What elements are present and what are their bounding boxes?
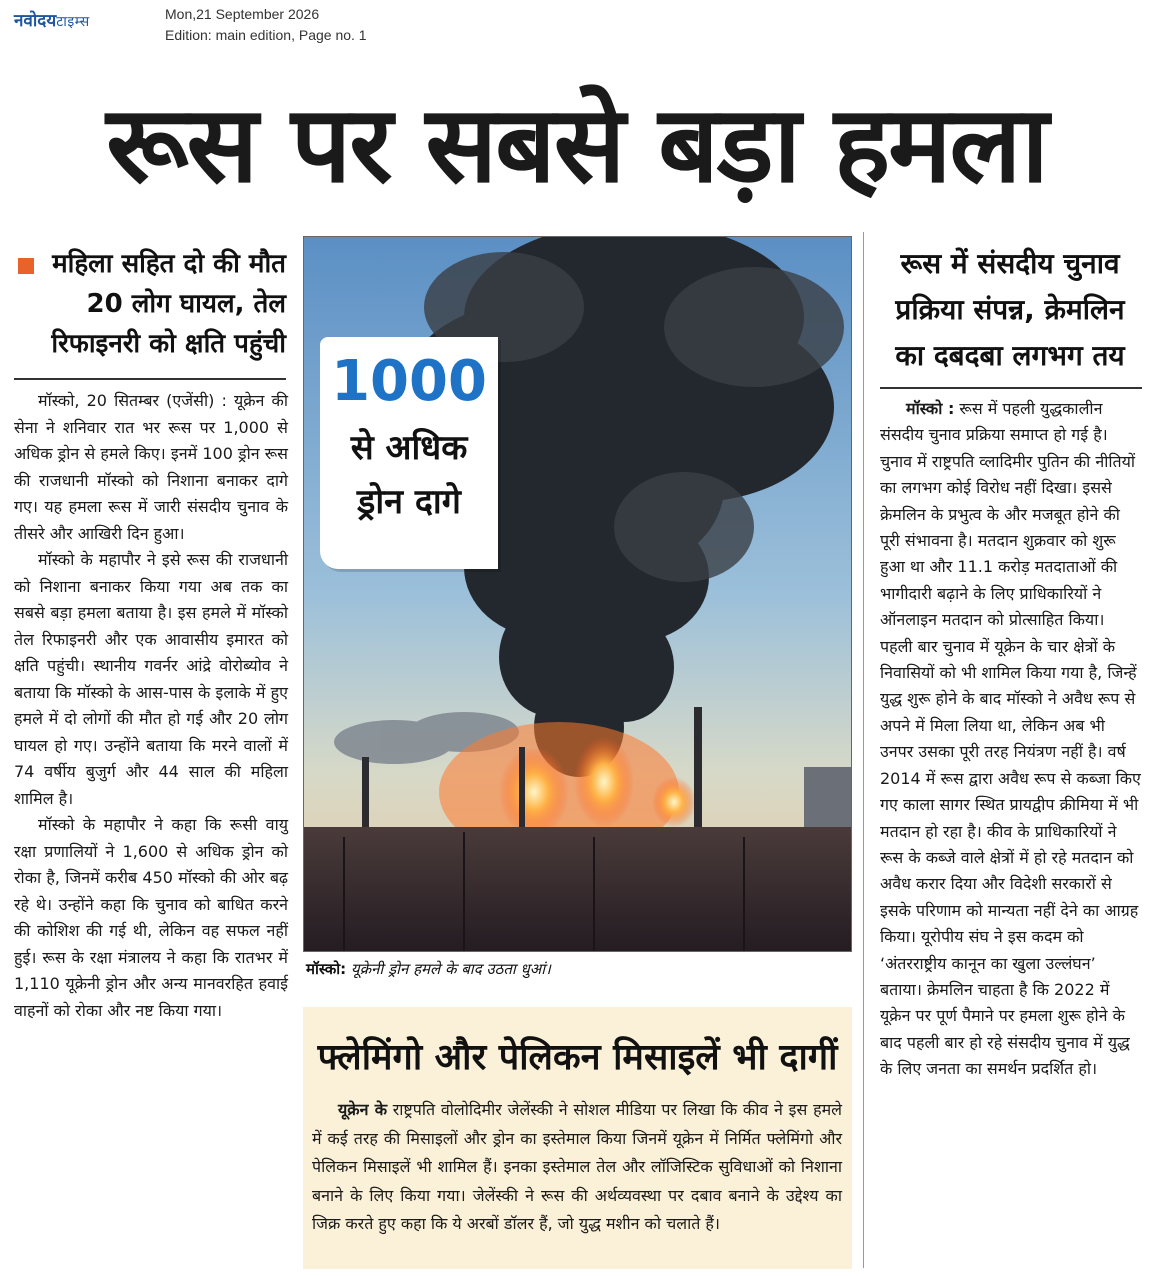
logo-main: नवोदय (14, 11, 57, 31)
paragraph-text: रूस में पहली युद्धकालीन संसदीय चुनाव प्रक्रिया समाप्त हो गई है। चुनाव में राष्ट्रपति व्लादिमीर पुतिन की नीतियों का लगभग कोई विरोध नहीं दिखा। इससे क्रेमलिन के प्रभुत्व के और मजबूत होने की पूरी संभावना है। मतदान शुक्रवार को शुरू हुआ था और 11.1 करोड़ मतदाताओं की भागीदारी बढ़ाने के लिए प्राधिकारियों ने ऑनलाइन मतदान को प्रोत्साहित किया। पहली बार चुनाव में यूक्रेन के चार क्षेत्रों के निवासियों को भी शामिल किया गया है, जिन्हें युद्ध शुरू होने के बाद मॉस्को ने अवैध रूप से अपने में मिला लिया था, लेकिन अब भी उनपर उसका पूरी तरह नियंत्रण नहीं है। वर्ष 2014 में रूस द्वारा अवैध रूप से कब्जा किए गए काला सागर स्थित प्रायद्वीप क्रीमिया में भी मतदान हो रहा है। कीव के प्राधिकारियों ने रूस के कब्जे वाले क्षेत्रों में हो रहे मतदान को अवैध करार दिया और विदेशी सरकारों से इसके परिणाम को मान्यता नहीं देने का आग्रह किया। यूरोपीय संघ ने इस कदम को ‘अंतरराष्ट्रीय कानून का खुला उल्लंघन’ बताया। क्रेमलिन चाहता है कि 2022 में यूक्रेन पर पूर्ण पैमाने पर हमला शुरू होने के बाद पहली बार हो रहे संसदीय चुनाव में युद्ध के लिए जनता का समर्थन प्रदर्शित हो। (880, 399, 1141, 1079)
divider (880, 387, 1142, 389)
paragraph-text: राष्ट्रपति वोलोदिमीर जेलेंस्की ने सोशल मीडिया पर लिखा कि कीव ने इस हमले में कई तरह की मिसाइलों और ड्रोन का इस्तेमाल किया जिनमें यूक्रेन में निर्मित फ्लेमिंगो और पेलिकन मिसाइलें भी शामिल हैं। इनका इस्तेमाल तेल और लॉजिस्टिक सुविधाओं को निशाना बनाने के लिए किया गया। जेलेंस्की ने रूस की अर्थव्यवस्था पर दबाव बनाने के उद्देश्य का जिक्र करते हुए कहा कि ये अरबों डॉलर हैं, जो युद्ध मशीन को चलाते हैं। (312, 1100, 842, 1233)
left-story-body (14, 388, 288, 1024)
paragraph: मॉस्को, 20 सितम्बर (एजेंसी) : यूक्रेन की सेना ने शनिवार रात भर रूस पर 1,000 से अधिक ड्रोन से हमले किए। इनमें 100 ड्रोन रूस की राजधानी मॉस्को को निशाना बनाकर दागे गए। यह हमला रूस में जारी संसदीय चुनाव के तीसरे और आखिरी दिन हुआ। (14, 391, 288, 543)
paragraph: मॉस्को के महापौर ने इसे रूस की राजधानी को निशाना बनाकर किया गया अब तक का सबसे बड़ा हमला बताया है। इस हमले में मॉस्को तेल रिफाइनरी और एक आवासीय इमारत को क्षति पहुंची। स्थानीय गवर्नर आंद्रे वोरोब्योव ने बताया कि मॉस्को के आस-पास के इलाके में हुए हमले में दो लोगों की मौत हो गई और 20 लोग घायल हो गए। उन्होंने बताया कि मरने वालों में 74 वर्षीय बुजुर्ग और 44 साल की महिला शामिल है। (14, 550, 288, 808)
lead-words: मॉस्को : (906, 399, 955, 418)
logo-sub: टाइम्स (56, 14, 90, 30)
lead-words: यूक्रेन के (338, 1100, 387, 1119)
headline-line: का दबदबा लगभग तय (895, 339, 1125, 372)
caption-place: मॉस्को: (306, 960, 347, 978)
issue-date: Mon,21 September 2026 (165, 6, 320, 22)
boxed-story-body (312, 1096, 842, 1239)
paragraph (312, 1096, 842, 1239)
headline-line: रूस में संसदीय चुनाव (900, 247, 1120, 280)
left-subhead (14, 244, 286, 364)
boxed-story-headline: फ्लेमिंगो और पेलिकन मिसाइलें भी दागीं (317, 1037, 838, 1078)
drone-count-callout (320, 337, 498, 569)
column-divider (863, 232, 864, 1268)
callout-line: ड्रोन दागे (357, 482, 461, 522)
headline-line: प्रक्रिया संपन्न, क्रेमलिन (895, 293, 1125, 326)
paragraph (880, 396, 1142, 1083)
right-story-body (880, 396, 1142, 1083)
newspaper-logo (14, 8, 90, 31)
right-story-headline (876, 241, 1144, 379)
subhead-line: महिला सहित दो की मौत (52, 249, 286, 279)
divider (14, 378, 286, 380)
edition-info: Edition: main edition, Page no. 1 (165, 27, 367, 43)
callout-line: से अधिक (350, 428, 468, 468)
orange-bullet-icon (18, 258, 34, 274)
main-headline: रूस पर सबसे बड़ा हमला (106, 83, 1047, 206)
subhead-line: 20 लोग घायल, तेल (86, 289, 286, 319)
photo-caption (306, 956, 852, 982)
masthead (0, 0, 1153, 52)
callout-number: 1000 (331, 349, 487, 414)
caption-text: यूक्रेनी ड्रोन हमले के बाद उठता धुआं। (346, 960, 551, 978)
paragraph: मॉस्को के महापौर ने कहा कि रूसी वायु रक्षा प्रणालियों ने 1,600 से अधिक ड्रोन को रोका है, जिनमें करीब 450 मॉस्को की ओर बढ़ रहे थे। उन्होंने कहा कि चुनाव को बाधित करने की कोशिश की गई थी, लेकिन वह सफल नहीं हुई। रूस के रक्षा मंत्रालय ने कहा कि रातभर में 1,110 यूक्रेनी ड्रोन और अन्य मानवरहित हवाई वाहनों को रोका और नष्ट किया गया। (14, 815, 288, 1020)
dateline (165, 4, 367, 46)
subhead-line: रिफाइनरी को क्षति पहुंची (51, 329, 286, 359)
